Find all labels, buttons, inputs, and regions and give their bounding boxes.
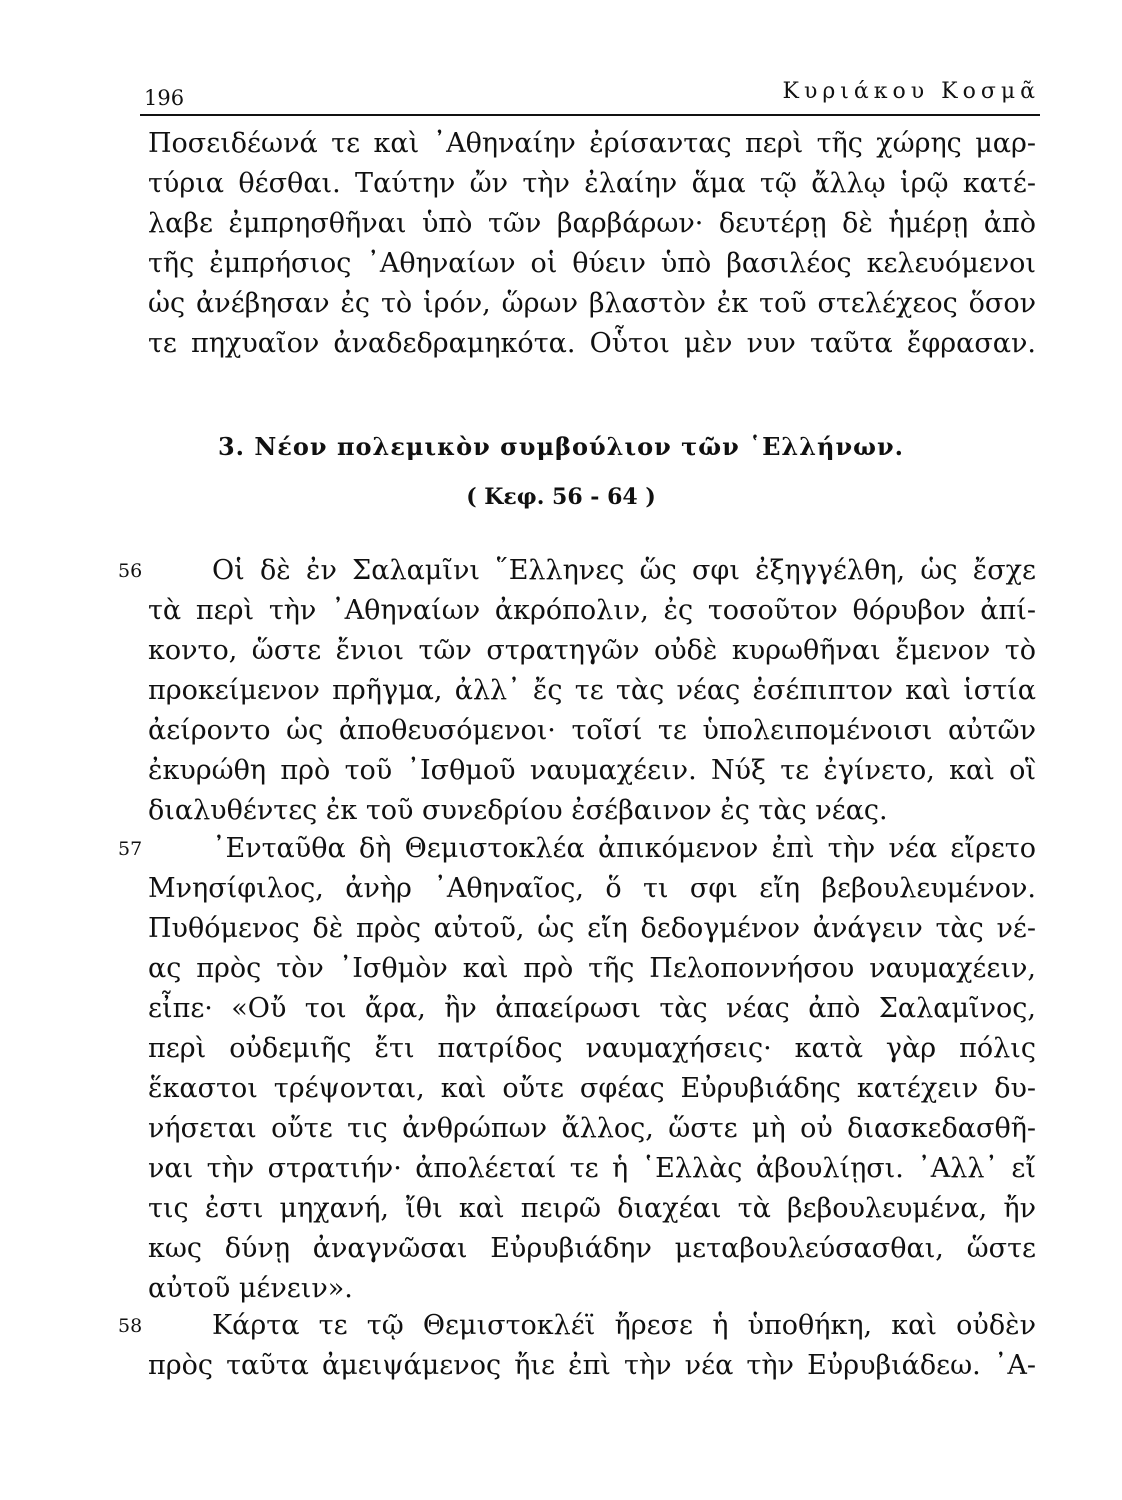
marginal-number: 57 xyxy=(118,838,143,860)
marginal-number: 58 xyxy=(118,1315,143,1337)
text-line: ἀείροντο ὡς ἀποθευσόμενοι· τοῖσί τε ὑπολειπομένοισι αὐτῶν xyxy=(148,715,1036,746)
text-line: προκείμενον πρῆγμα, ἀλλ᾿ ἔς τε τὰς νέας ἐσέπιπτον καὶ ἱστία xyxy=(148,675,1036,706)
marginal-number: 56 xyxy=(118,560,143,582)
text-line: ᾿Ενταῦθα δὴ Θεμιστοκλέα ἀπικόμενον ἐπὶ τὴν νέα εἴρετο xyxy=(212,833,1036,864)
text-line: Ποσειδέωνά τε καὶ ᾿Αθηναίην ἐρίσαντας περὶ τῆς χώρης μαρ- xyxy=(148,128,1036,159)
section-subheading: ( Κεφ. 56 - 64 ) xyxy=(466,484,656,510)
text-line: διαλυθέντες ἐκ τοῦ συνεδρίου ἐσέβαινον ἐς τὰς νέας. xyxy=(148,795,888,826)
text-line: ἐκυρώθη πρὸ τοῦ ᾿Ισθμοῦ ναυμαχέειν. Νύξ τε ἐγίνετο, καὶ οἳ xyxy=(148,755,1036,786)
text-line: Πυθόμενος δὲ πρὸς αὐτοῦ, ὡς εἴη δεδογμένον ἀνάγειν τὰς νέ- xyxy=(148,913,1036,944)
paragraph-57 xyxy=(148,829,1036,1309)
text-line: ὡς ἀνέβησαν ἐς τὸ ἱρόν, ὥρων βλαστὸν ἐκ τοῦ στελέχεος ὅσον xyxy=(148,288,1036,319)
text-line: ας πρὸς τὸν ᾿Ισθμὸν καὶ πρὸ τῆς Πελοποννήσου ναυμαχέειν, xyxy=(148,953,1036,984)
paragraph-58 xyxy=(148,1306,1036,1386)
running-title: Κυριάκου Κοσμᾶ xyxy=(782,79,1040,104)
intro-paragraph xyxy=(148,124,1036,364)
text-line: τε πηχυαῖον ἀναδεδραμηκότα. Οὗτοι μὲν νυν ταῦτα ἔφρασαν. xyxy=(148,328,1036,359)
text-line: αὐτοῦ μένειν». xyxy=(148,1273,353,1304)
text-line: ναι τὴν στρατιήν· ἀπολέεταί τε ἡ ῾Ελλὰς ἀβουλίῃσι. ᾿Αλλ᾿ εἴ xyxy=(148,1153,1036,1184)
text-line: τύρια θέσθαι. Ταύτην ὤν τὴν ἐλαίην ἅμα τῷ ἄλλῳ ἱρῷ κατέ- xyxy=(148,168,1036,199)
text-line: Μνησίφιλος, ἀνὴρ ᾿Αθηναῖος, ὅ τι σφι εἴη βεβουλευμένον. xyxy=(148,873,1036,904)
text-line: εἶπε· «Οὔ τοι ἄρα, ἢν ἀπαείρωσι τὰς νέας ἀπὸ Σαλαμῖνος, xyxy=(148,993,1036,1024)
paragraph-56 xyxy=(148,551,1036,831)
section-heading: 3. Νέον πολεμικὸν συμβούλιον τῶν ῾Ελλήνων. xyxy=(217,432,904,461)
text-line: κοντο, ὥστε ἔνιοι τῶν στρατηγῶν οὐδὲ κυρωθῆναι ἔμενον τὸ xyxy=(148,635,1036,666)
text-line: περὶ οὐδεμιῆς ἔτι πατρίδος ναυμαχήσεις· κατὰ γὰρ πόλις xyxy=(148,1033,1036,1064)
text-line: ἕκαστοι τρέψονται, καὶ οὔτε σφέας Εὐρυβιάδης κατέχειν δυ- xyxy=(148,1073,1036,1104)
text-line: τις ἐστι μηχανή, ἴθι καὶ πειρῶ διαχέαι τὰ βεβουλευμένα, ἤν xyxy=(148,1193,1036,1224)
text-line: νήσεται οὔτε τις ἀνθρώπων ἄλλος, ὥστε μὴ οὐ διασκεδασθῆ- xyxy=(148,1113,1036,1144)
text-line: Κάρτα τε τῷ Θεμιστοκλέϊ ἤρεσε ἡ ὑποθήκη, καὶ οὐδὲν xyxy=(212,1310,1036,1341)
text-line: κως δύνῃ ἀναγνῶσαι Εὐρυβιάδην μεταβουλεύσασθαι, ὥστε xyxy=(148,1233,1036,1264)
page-number: 196 xyxy=(144,86,185,110)
text-line: τῆς ἐμπρήσιος ᾿Αθηναίων οἱ θύειν ὑπὸ βασιλέος κελευόμενοι xyxy=(148,248,1036,279)
text-line: πρὸς ταῦτα ἀμειψάμενος ἤιε ἐπὶ τὴν νέα τὴν Εὐρυβιάδεω. ᾿Α- xyxy=(148,1350,1036,1381)
text-line: Οἱ δὲ ἐν Σαλαμῖνι ῞Ελληνες ὥς σφι ἐξηγγέλθη, ὡς ἔσχε xyxy=(212,555,1036,586)
text-line: τὰ περὶ τὴν ᾿Αθηναίων ἀκρόπολιν, ἐς τοσοῦτον θόρυβον ἀπί- xyxy=(148,595,1036,626)
text-line: λαβε ἐμπρησθῆναι ὑπὸ τῶν βαρβάρων· δευτέρῃ δὲ ἡμέρῃ ἀπὸ xyxy=(148,208,1036,239)
running-header xyxy=(140,76,1040,116)
